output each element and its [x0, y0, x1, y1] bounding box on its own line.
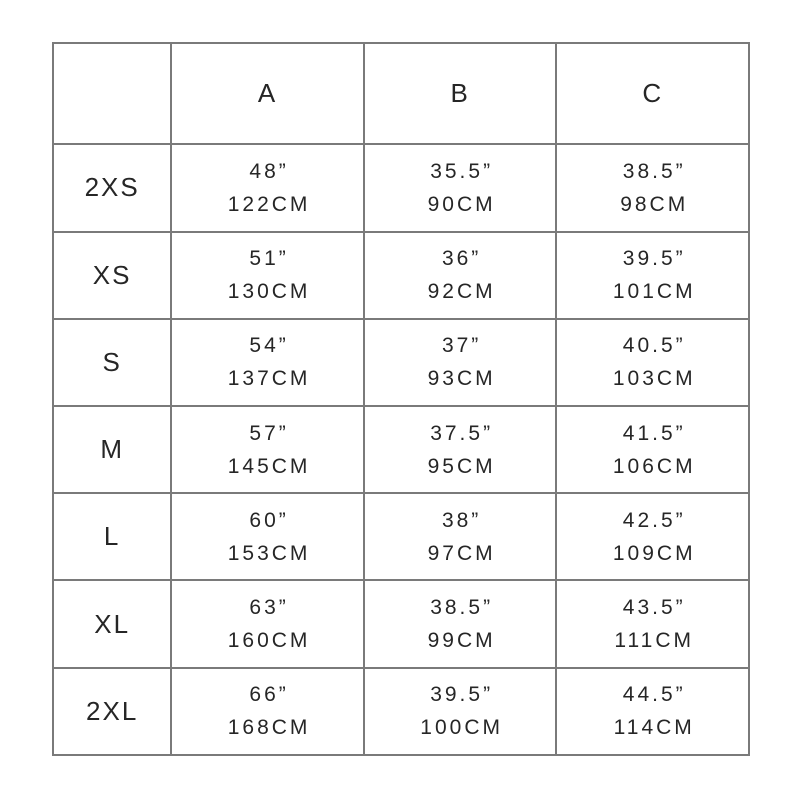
column-header: C [556, 43, 749, 144]
measurement-cell [364, 232, 557, 319]
value-centimeters: 106CM [612, 454, 696, 478]
measurement-cell [556, 668, 749, 755]
header-row [53, 43, 749, 144]
size-label: S [53, 319, 171, 406]
value-centimeters: 93CM [427, 367, 496, 391]
measurement-cell [171, 144, 364, 231]
measurement-cell [556, 580, 749, 667]
value-inches: 57” [249, 421, 289, 445]
value-centimeters: 145CM [227, 454, 311, 478]
value-centimeters: 97CM [427, 541, 496, 565]
value-inches: 43.5” [622, 596, 686, 620]
measurement-cell [364, 406, 557, 493]
value-centimeters: 103CM [612, 367, 696, 391]
measurement-cell [364, 319, 557, 406]
value-inches: 60” [249, 508, 289, 532]
measurement-cell [556, 319, 749, 406]
table-row [53, 319, 749, 406]
corner-cell [53, 43, 171, 144]
value-inches: 35.5” [430, 159, 494, 183]
table-row [53, 144, 749, 231]
value-inches: 38.5” [430, 596, 494, 620]
measurement-cell [556, 232, 749, 319]
size-label: L [53, 493, 171, 580]
value-centimeters: 168CM [227, 716, 311, 740]
value-centimeters: 111CM [614, 629, 694, 653]
size-label: M [53, 406, 171, 493]
value-inches: 48” [249, 159, 289, 183]
value-inches: 40.5” [622, 334, 686, 358]
column-header: A [171, 43, 364, 144]
measurement-cell [171, 232, 364, 319]
measurement-cell [556, 144, 749, 231]
size-label: XS [53, 232, 171, 319]
value-inches: 37.5” [430, 421, 494, 445]
value-centimeters: 98CM [620, 192, 689, 216]
value-inches: 39.5” [430, 683, 494, 707]
value-inches: 42.5” [622, 508, 686, 532]
value-centimeters: 109CM [612, 541, 696, 565]
measurement-cell [364, 580, 557, 667]
value-inches: 36” [441, 247, 482, 271]
measurement-cell [364, 144, 557, 231]
measurement-cell [171, 406, 364, 493]
measurement-cell [364, 668, 557, 755]
value-centimeters: 153CM [227, 541, 311, 565]
value-inches: 38” [441, 508, 482, 532]
measurement-cell [171, 580, 364, 667]
value-inches: 37” [441, 334, 482, 358]
value-centimeters: 90CM [427, 192, 496, 216]
measurement-cell [364, 493, 557, 580]
value-inches: 66” [249, 683, 289, 707]
table-row [53, 493, 749, 580]
measurement-cell [171, 493, 364, 580]
measurement-cell [171, 668, 364, 755]
value-centimeters: 114CM [613, 716, 695, 740]
value-centimeters: 92CM [427, 280, 496, 304]
value-inches: 41.5” [622, 421, 686, 445]
value-centimeters: 122CM [227, 192, 311, 216]
value-centimeters: 95CM [427, 454, 496, 478]
value-inches: 44.5” [622, 683, 686, 707]
value-inches: 39.5” [622, 247, 686, 271]
value-centimeters: 99CM [427, 629, 496, 653]
size-label: XL [53, 580, 171, 667]
value-centimeters: 101CM [612, 280, 696, 304]
table-row [53, 232, 749, 319]
size-label: 2XS [53, 144, 171, 231]
value-centimeters: 130CM [227, 280, 311, 304]
column-header: B [364, 43, 557, 144]
table-row [53, 580, 749, 667]
value-inches: 51” [249, 247, 289, 271]
measurement-cell [556, 406, 749, 493]
value-inches: 38.5” [622, 159, 686, 183]
value-inches: 54” [249, 334, 289, 358]
measurement-cell [556, 493, 749, 580]
value-centimeters: 100CM [420, 716, 503, 740]
size-label: 2XL [53, 668, 171, 755]
size-chart-table [52, 42, 750, 756]
table-row [53, 668, 749, 755]
value-inches: 63” [249, 596, 289, 620]
measurement-cell [171, 319, 364, 406]
table-row [53, 406, 749, 493]
value-centimeters: 160CM [227, 629, 311, 653]
value-centimeters: 137CM [227, 367, 311, 391]
